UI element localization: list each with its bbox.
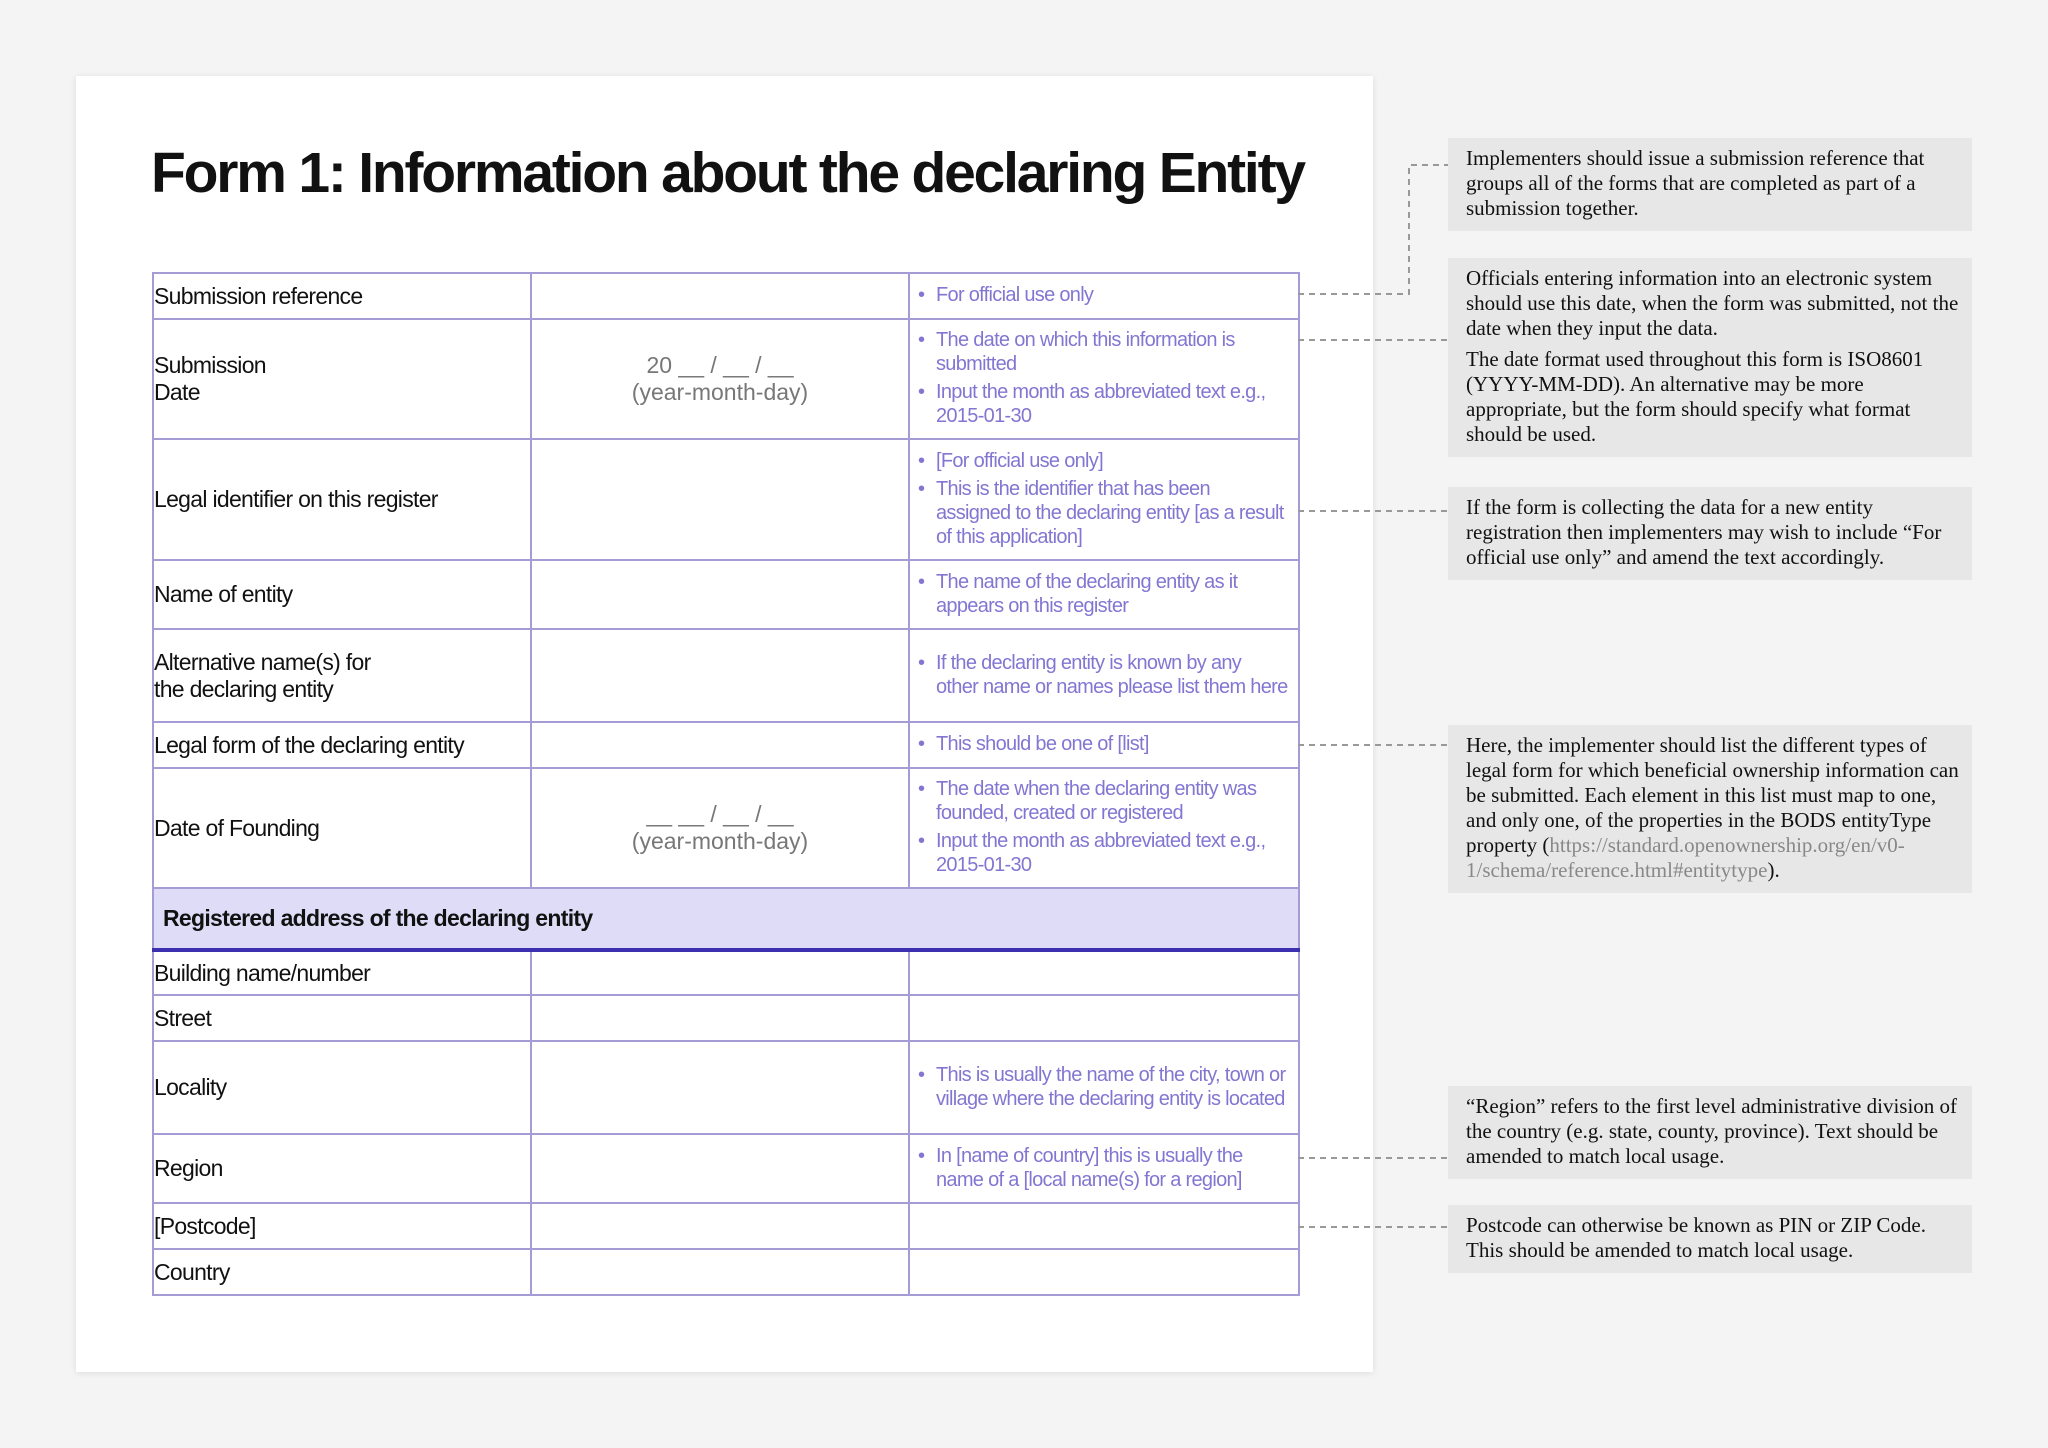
side-note-region xyxy=(1448,1086,1972,1179)
submission-date-placeholder: 20 __ / __ / __ xyxy=(646,352,794,378)
side-note-text: Officials entering information into an electronic system should use this date, when the form was submitted, not the date when they input the data. xyxy=(1466,266,1959,340)
note-item: • The name of the declaring entity as it appears on this register xyxy=(936,570,1298,618)
note-item: • In [name of country] this is usually the name of a [local name(s) for a region] xyxy=(936,1144,1298,1192)
locality-label: Locality xyxy=(153,1041,531,1134)
note-item: • This is usually the name of the city, town or village where the declaring entity is located xyxy=(936,1063,1298,1111)
note-item: • [For official use only] xyxy=(936,449,1298,473)
submission-reference-label: Submission reference xyxy=(153,273,531,319)
section-heading: Registered address of the declaring entity xyxy=(153,888,1299,950)
side-note-text xyxy=(1466,733,1960,883)
alternative-names-label-line: the declaring entity xyxy=(154,675,334,702)
date-of-founding-label: Date of Founding xyxy=(153,768,531,888)
note-item: • For official use only xyxy=(936,283,1298,307)
alternative-names-label-line: Alternative name(s) for xyxy=(154,648,371,675)
country-label: Country xyxy=(153,1249,531,1295)
note-item: • The date when the declaring entity was founded, created or registered xyxy=(936,777,1298,825)
side-note-legal-form xyxy=(1448,725,1972,893)
connector-submission-reference xyxy=(1298,165,1448,294)
side-note-text: Postcode can otherwise be known as PIN or ZIP Code. This should be amended to match local usage. xyxy=(1466,1213,1926,1262)
submission-date-label-line: Submission xyxy=(154,352,266,378)
date-of-founding-format: (year-month-day) xyxy=(631,828,809,854)
side-note-text: Implementers should issue a submission reference that groups all of the forms that are completed as part of a submission together. xyxy=(1466,146,1925,220)
side-note-text: If the form is collecting the data for a new entity registration then implementers may wish to include “For official use only” and amend the text accordingly. xyxy=(1466,495,1942,569)
note-item: • If the declaring entity is known by any other name or names please list them here xyxy=(936,651,1298,699)
side-note-text: “Region” refers to the first level administrative division of the country (e.g. state, county, province). Text should be amended to match local usage. xyxy=(1466,1094,1958,1168)
entitytype-reference-link[interactable]: https://standard.openownership.org/en/v0-1/schema/reference.html#entitytype xyxy=(1466,833,1905,882)
legal-form-label: Legal form of the declaring entity xyxy=(153,722,531,768)
submission-date-label-line: Date xyxy=(154,379,200,405)
street-label: Street xyxy=(153,995,531,1041)
side-note-submission-date xyxy=(1448,258,1972,457)
submission-date-format: (year-month-day) xyxy=(631,379,809,405)
note-item: • Input the month as abbreviated text e.g., 2015-01-30 xyxy=(936,829,1298,877)
region-label: Region xyxy=(153,1134,531,1203)
note-item: • The date on which this information is submitted xyxy=(936,328,1298,376)
side-note-text-close: ). xyxy=(1767,858,1780,882)
building-label: Building name/number xyxy=(153,950,531,995)
side-note-postcode xyxy=(1448,1205,1972,1273)
side-note-text-body: Here, the implementer should list the different types of legal form for which beneficial ownership information can be submitted. Each element in this list must map to one, and only one, of the properties in the BODS entityType property ( xyxy=(1466,733,1959,857)
name-of-entity-label: Name of entity xyxy=(153,560,531,629)
note-item: • Input the month as abbreviated text e.g., 2015-01-30 xyxy=(936,380,1298,428)
side-note-text: The date format used throughout this form is ISO8601 (YYYY-MM-DD). An alternative may be more appropriate, but the form should specify what format should be used. xyxy=(1466,347,1924,446)
date-of-founding-placeholder: __ __ / __ / __ xyxy=(646,801,794,827)
side-note-legal-identifier xyxy=(1448,487,1972,580)
side-note-submission-reference xyxy=(1448,138,1972,231)
postcode-label: [Postcode] xyxy=(153,1203,531,1249)
page-title: Form 1: Information about the declaring Entity xyxy=(151,141,1304,205)
note-item: • This is the identifier that has been assigned to the declaring entity [as a result of this application] xyxy=(936,477,1298,549)
legal-identifier-label: Legal identifier on this register xyxy=(153,439,531,560)
note-item: • This should be one of [list] xyxy=(936,732,1298,756)
